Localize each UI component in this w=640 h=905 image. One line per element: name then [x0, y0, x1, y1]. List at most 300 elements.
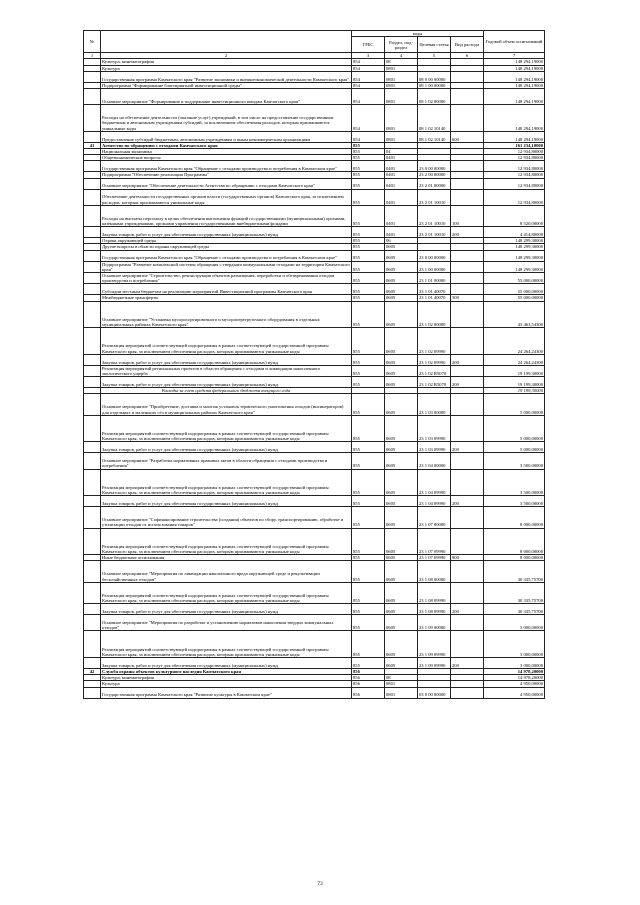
row-sum: 30 335,75700 [484, 604, 545, 615]
row-number [84, 582, 101, 603]
row-grbs: 855 [352, 453, 385, 469]
row-name: Другие вопросы в области охраны окружающей среды [101, 244, 352, 250]
row-expense-type [451, 528, 484, 555]
row-sum: 148 294,19000 [484, 65, 545, 71]
row-grbs: 855 [352, 295, 385, 301]
row-expense-type: 600 [451, 131, 484, 142]
row-rzpr: 0401 [385, 172, 418, 178]
row-expense-type: 200 [451, 496, 484, 507]
row-rzpr: 06 [385, 238, 418, 244]
row-name: Реализация мероприятий соответствующей подпрограммы в рамках соответствующей государственной программы Камчатского края, за исключением обеспечения расходов, которым присваиваются уникальные коды [101, 469, 352, 496]
row-target-article: 23 1 08 09990 [418, 604, 451, 615]
row-rzpr: 04 [385, 149, 418, 155]
row-name: Закупка товаров, работ и услуг для обеспечения государственных (муниципальных) нужд [101, 354, 352, 365]
row-sum: 30 335,75700 [484, 582, 545, 603]
row-number: 42 [84, 668, 101, 674]
index-cell: 4 [385, 53, 418, 59]
row-name: Предоставление субсидий бюджетным, автономным учреждениям и иным некоммерческим организациям [101, 131, 352, 142]
row-sum: 19 199,30000 [484, 377, 545, 388]
row-sum: 14 978,20000 [484, 675, 545, 681]
row-target-article: 08 0 00 00000 [418, 71, 451, 82]
row-name: Основное мероприятие "Формирование и поддержание инвестиционного имиджа Камчатского края" [101, 89, 352, 105]
row-expense-type [451, 273, 484, 284]
row-grbs: 856 [352, 668, 385, 674]
row-expense-type [451, 469, 484, 496]
row-number [84, 131, 101, 142]
row-grbs: 855 [352, 205, 385, 226]
row-rzpr: 0801 [385, 131, 418, 142]
row-target-article: 23 1 09 09990 [418, 657, 451, 668]
row-rzpr: 0401 [385, 189, 418, 205]
row-expense-type: 200 [451, 377, 484, 388]
table-row [84, 205, 545, 226]
row-name: Реализация мероприятий соответствующей подпрограммы в рамках соответствующей государственной программы Камчатского края, за исключением обеспечения расходов, которым присваиваются уникальные коды [101, 415, 352, 442]
row-rzpr: 0605 [385, 582, 418, 603]
row-grbs: 855 [352, 555, 385, 561]
row-number [84, 261, 101, 272]
header-vr: Вид расхода [451, 37, 484, 53]
row-name: Национальная экономика [101, 149, 352, 155]
row-target-article: 23 1 01 40070 [418, 295, 451, 301]
row-name: Расходы за счет средств федерального бюджета текущего года [101, 388, 352, 394]
row-name: Основное мероприятие "Софинансирование строительства (создания) объектов по сбору, транспортированию, обработке и утилизации отходов от использования товаров" [101, 507, 352, 528]
row-grbs: 856 [352, 681, 385, 687]
row-grbs: 855 [352, 161, 385, 172]
row-sum: 8 000,00000 [484, 528, 545, 555]
row-sum: 148 299,30000 [484, 250, 545, 261]
row-number [84, 205, 101, 226]
row-rzpr: 0605 [385, 561, 418, 582]
row-rzpr: 0801 [385, 82, 418, 88]
row-name: Реализация мероприятий региональных проектов в области обращения с отходами и ликвидации накопленного экологического ущерба [101, 365, 352, 376]
row-name: Закупка товаров, работ и услуг для обеспечения государственных (муниципальных) нужд [101, 657, 352, 668]
row-rzpr: 0801 [385, 105, 418, 132]
row-sum: 148 294,19000 [484, 131, 545, 142]
row-sum: 8 000,00000 [484, 555, 545, 561]
row-grbs: 855 [352, 394, 385, 415]
row-grbs: 855 [352, 377, 385, 388]
row-sum: 12 934,80000 [484, 161, 545, 172]
row-rzpr: 0605 [385, 615, 418, 631]
row-rzpr: 0401 [385, 178, 418, 189]
row-target-article: 23 1 09 09990 [418, 631, 451, 658]
row-sum: 12 934,80000 [484, 149, 545, 155]
row-expense-type [451, 615, 484, 631]
row-sum: 5 000,00000 [484, 442, 545, 453]
row-name: Основное мероприятие "Обеспечение деятельности Агентства по обращению с отходами Камчатского края" [101, 178, 352, 189]
row-grbs: 855 [352, 469, 385, 496]
row-rzpr: 0401 [385, 161, 418, 172]
row-name: Основное мероприятие "Разработка нормативных правовых актов в области обращения с отходами производства и потребления" [101, 453, 352, 469]
row-number [84, 615, 101, 631]
row-grbs: 855 [352, 244, 385, 250]
row-rzpr: 0605 [385, 394, 418, 415]
row-expense-type [451, 394, 484, 415]
row-grbs: 855 [352, 149, 385, 155]
row-number: 41 [84, 142, 101, 148]
row-grbs: 855 [352, 442, 385, 453]
row-expense-type [451, 301, 484, 328]
row-number [84, 442, 101, 453]
row-name: Служба охраны объектов культурного наследия Камчатского края [101, 668, 352, 674]
row-target-article: 23 0 00 00000 [418, 250, 451, 261]
row-target-article: 23 1 08 09990 [418, 582, 451, 603]
row-rzpr: 0605 [385, 496, 418, 507]
row-sum: 148 299,30000 [484, 244, 545, 250]
row-sum: 19 199,30000 [484, 388, 545, 394]
row-grbs: 854 [352, 131, 385, 142]
row-expense-type [451, 453, 484, 469]
table-row [84, 71, 545, 82]
row-rzpr: 0605 [385, 528, 418, 555]
row-rzpr: 0801 [385, 71, 418, 82]
row-expense-type: 100 [451, 205, 484, 226]
row-rzpr: 0605 [385, 442, 418, 453]
budget-table [83, 30, 545, 699]
row-name: Реализация мероприятий соответствующей подпрограммы в рамках соответствующей государственной программы Камчатского края, за исключением обеспечения расходов, которым присваиваются уникальные коды [101, 528, 352, 555]
row-name: Основное мероприятие "Мероприятия по ликвидации накопленного вреда окружающей среде и рекультивации бесхозяйственных отходов" [101, 561, 352, 582]
row-grbs: 856 [352, 675, 385, 681]
row-grbs: 855 [352, 528, 385, 555]
row-sum: 5 000,00000 [484, 415, 545, 442]
row-number [84, 687, 101, 698]
row-target-article: 23 1 04 09990 [418, 496, 451, 507]
row-rzpr: 0401 [385, 205, 418, 226]
table-row [84, 582, 545, 603]
row-rzpr: 08 [385, 675, 418, 681]
row-grbs: 854 [352, 59, 385, 65]
index-cell: 5 [418, 53, 451, 59]
row-number [84, 469, 101, 496]
table-row [84, 507, 545, 528]
row-expense-type: 200 [451, 657, 484, 668]
header-rzpr: Раздел, под-раздел [385, 37, 418, 53]
row-rzpr: 0401 [385, 227, 418, 238]
table-row [84, 189, 545, 205]
table-row [84, 631, 545, 658]
row-name: Культура, кинематография [101, 675, 352, 681]
row-number [84, 528, 101, 555]
row-sum: 19 199,30000 [484, 365, 545, 376]
row-name: Подпрограмма "Развитие комплексной системы обращения с твердыми коммунальными отходами на территории Камчатского края" [102, 261, 350, 272]
row-target-article: 23 1 03 09990 [418, 415, 451, 442]
row-name: Закупка товаров, работ и услуг для обеспечения государственных (муниципальных) нужд [101, 442, 352, 453]
row-target-article: 23 2 01 10010 [418, 227, 451, 238]
row-number [84, 178, 101, 189]
row-sum: 4 950,00000 [484, 687, 545, 698]
row-name: Расходы на выплаты персоналу в целях обеспечения выполнения функций государственными (муниципальными) органами, казенными учреждениями, органами управления государственными внебюджетными фондами [101, 205, 352, 226]
row-name: Государственная программа Камчатского края "Обращение с отходами производства и потребления в Камчатском крае" [101, 161, 352, 172]
row-name: Общеэкономические вопросы [101, 155, 352, 161]
row-name: Культура, кинематография [101, 59, 352, 65]
row-target-article: 23 2 01 10010 [418, 189, 451, 205]
row-target-article: 23 1 03 00000 [418, 394, 451, 415]
row-sum: 4 414,80000 [484, 227, 545, 238]
row-sum: 8 000,00000 [484, 507, 545, 528]
row-name: Иные бюджетные ассигнования [101, 555, 352, 561]
row-target-article: 23 1 02 00000 [418, 301, 451, 328]
table-row [84, 365, 545, 376]
table-row [84, 394, 545, 415]
table-row [84, 561, 545, 582]
row-target-article: 23 2 00 00000 [418, 172, 451, 178]
row-rzpr: 0605 [385, 244, 418, 250]
row-name: Обеспечение деятельности государственных органов власти (государственных органов) Камчатского края, за исключением расходов, которым присваиваются уникальные коды [101, 189, 352, 205]
row-target-article: 23 1 08 00000 [418, 561, 451, 582]
row-target-article: 08 1 00 00000 [418, 82, 451, 88]
row-grbs: 855 [352, 172, 385, 178]
row-rzpr: 0801 [385, 687, 418, 698]
row-number [84, 604, 101, 615]
table-row [84, 105, 545, 132]
row-number [84, 365, 101, 376]
row-sum: 55 000,00000 [484, 273, 545, 284]
header-grbs: ГРБС [352, 37, 385, 53]
table-row [84, 377, 545, 388]
table-row [84, 496, 545, 507]
row-rzpr: 0605 [385, 631, 418, 658]
row-expense-type [451, 561, 484, 582]
row-sum: 4 950,00000 [484, 681, 545, 687]
row-name: Государственная программа Камчатского края "Развитие экономики и внешнеэкономической деятельности Камчатского края" [101, 71, 352, 82]
row-sum: 3 500,00000 [484, 469, 545, 496]
row-expense-type [451, 71, 484, 82]
index-cell: 2 [101, 53, 352, 59]
row-sum: 12 934,80000 [484, 178, 545, 189]
row-rzpr: 0605 [385, 377, 418, 388]
row-expense-type [451, 507, 484, 528]
row-target-article: 23 1 01 40070 [418, 284, 451, 295]
row-sum: 30 335,75700 [484, 561, 545, 582]
row-number [84, 273, 101, 284]
row-number [84, 453, 101, 469]
row-rzpr: 0605 [385, 555, 418, 561]
header-name [101, 31, 352, 53]
table-row [84, 250, 545, 261]
row-rzpr: 0605 [385, 507, 418, 528]
row-name: Расходы на обеспечение деятельности (оказание услуг) учреждений, в том числе на предоставление государственным бюджетным и автономным учреждениям субсидий, за исключением обеспечения расходов, которым присваиваются уникальные коды [101, 105, 352, 132]
row-grbs: 854 [352, 89, 385, 105]
table-row [84, 227, 545, 238]
row-sum: 148 294,19000 [484, 105, 545, 132]
row-sum: 8 520,00000 [484, 205, 545, 226]
row-number [84, 284, 101, 295]
row-grbs: 855 [352, 301, 385, 328]
row-grbs: 855 [352, 238, 385, 244]
table-row [84, 453, 545, 469]
row-number [84, 301, 101, 328]
row-name: Закупка товаров, работ и услуг для обеспечения государственных (муниципальных) нужд [101, 377, 352, 388]
row-sum: 148 294,19000 [484, 82, 545, 88]
row-expense-type: 200 [451, 227, 484, 238]
row-number [84, 631, 101, 658]
table-body [84, 59, 545, 698]
row-grbs: 855 [352, 273, 385, 284]
row-sum: 161 234,10000 [484, 142, 545, 148]
row-grbs: 854 [352, 82, 385, 88]
row-sum: 5 000,00000 [484, 394, 545, 415]
row-number [84, 354, 101, 365]
row-target-article: 23 2 01 10010 [418, 205, 451, 226]
row-rzpr: 0605 [385, 604, 418, 615]
row-name: Охрана окружающей среды [101, 238, 352, 244]
row-name: Реализация мероприятий соответствующей подпрограммы в рамках соответствующей государственной программы Камчатского края, за исключением обеспечения расходов, которым присваиваются уникальные коды [101, 631, 352, 658]
row-target-article: 08 1 02 00000 [418, 89, 451, 105]
row-rzpr: 0605 [385, 250, 418, 261]
row-sum: 148 299,30000 [484, 238, 545, 244]
table-row [84, 131, 545, 142]
row-rzpr: 0605 [385, 469, 418, 496]
row-target-article: 23 1 01 00000 [418, 273, 451, 284]
row-expense-type [451, 178, 484, 189]
row-rzpr: 0605 [385, 365, 418, 376]
row-name: Государственная программа Камчатского края "Обращение с отходами производства и потребления в Камчатском крае" [101, 250, 352, 261]
row-number [84, 561, 101, 582]
row-target-article: 23 1 00 00000 [418, 261, 451, 272]
index-cell: 6 [451, 53, 484, 59]
row-grbs: 855 [352, 142, 385, 148]
row-name: Закупка товаров, работ и услуг для обеспечения государственных (муниципальных) нужд [101, 496, 352, 507]
row-grbs: 855 [352, 328, 385, 355]
row-number [84, 161, 101, 172]
row-rzpr: 0801 [385, 65, 418, 71]
row-name: Культура [101, 65, 352, 71]
table-row [84, 301, 545, 328]
row-grbs: 855 [352, 507, 385, 528]
table-row [84, 328, 545, 355]
table-row [84, 528, 545, 555]
row-name: Закупка товаров, работ и услуг для обеспечения государственных (муниципальных) нужд [101, 227, 352, 238]
row-grbs: 855 [352, 561, 385, 582]
row-expense-type [451, 261, 484, 272]
row-target-article: 23 1 07 09990 [418, 528, 451, 555]
row-grbs: 855 [352, 582, 385, 603]
row-target-article: 23 1 02 R5070 [418, 377, 451, 388]
row-sum: 14 978,20000 [484, 668, 545, 674]
row-number [84, 227, 101, 238]
row-rzpr: 0605 [385, 301, 418, 328]
row-target-article: 23 1 07 00000 [418, 507, 451, 528]
row-sum: 24 264,24300 [484, 328, 545, 355]
row-expense-type: 200 [451, 604, 484, 615]
row-expense-type [451, 284, 484, 295]
budget-page [83, 30, 545, 699]
row-expense-type [451, 687, 484, 698]
row-expense-type [451, 105, 484, 132]
row-grbs: 855 [352, 631, 385, 658]
row-name: Реализация мероприятий соответствующей подпрограммы в рамках соответствующей государственной программы Камчатского края, за исключением обеспечения расходов, которым присваиваются уникальные коды [101, 328, 352, 355]
row-grbs: 855 [352, 155, 385, 161]
row-target-article: 23 1 04 00000 [418, 453, 451, 469]
row-number [84, 71, 101, 82]
row-rzpr: 0605 [385, 657, 418, 668]
row-name: Подпрограмма "Формирование благоприятной инвестиционной среды" [101, 82, 352, 88]
row-sum: 3 500,00000 [484, 496, 545, 507]
row-target-article: 23 1 02 09990 [418, 328, 451, 355]
row-name: Основное мероприятие "Строительство, реконструкция объектов размещения, переработки и обезвреживания отходов производства и потребления" [101, 273, 352, 284]
row-name: Агентство по обращению с отходами Камчатского края [101, 142, 352, 148]
row-expense-type [451, 415, 484, 442]
row-target-article: 23 0 00 00000 [418, 161, 451, 172]
row-grbs: 855 [352, 284, 385, 295]
row-sum: 12 934,80000 [484, 172, 545, 178]
row-number [84, 507, 101, 528]
row-sum: 43 463,54300 [484, 301, 545, 328]
row-grbs: 855 [352, 261, 385, 272]
row-sum: 24 264,24300 [484, 354, 545, 365]
row-grbs: 855 [352, 365, 385, 376]
index-cell: 1 [84, 53, 101, 59]
table-row [84, 178, 545, 189]
row-rzpr: 0401 [385, 155, 418, 161]
row-sum: 148 294,19000 [484, 71, 545, 82]
row-name: Подпрограмма "Обеспечение реализации Программы" [101, 172, 352, 178]
row-target-article: 23 1 07 09990 [418, 555, 451, 561]
row-sum: 3 000,00000 [484, 615, 545, 631]
row-rzpr: 0605 [385, 273, 418, 284]
table-row [84, 273, 545, 284]
table-row [84, 261, 545, 272]
row-name: Культура [101, 681, 352, 687]
row-number [84, 189, 101, 205]
row-number [84, 496, 101, 507]
row-expense-type [451, 328, 484, 355]
row-expense-type: 500 [451, 295, 484, 301]
index-cell: 7 [484, 53, 545, 59]
row-expense-type [451, 161, 484, 172]
row-number [84, 105, 101, 132]
table-row [84, 284, 545, 295]
row-target-article: 23 2 01 00000 [418, 178, 451, 189]
row-number [84, 377, 101, 388]
row-rzpr: 0605 [385, 415, 418, 442]
row-grbs: 855 [352, 250, 385, 261]
row-expense-type [451, 89, 484, 105]
row-sum: 148 294,19000 [484, 89, 545, 105]
row-number [84, 657, 101, 668]
row-grbs: 855 [352, 354, 385, 365]
row-expense-type [451, 365, 484, 376]
table-row [84, 442, 545, 453]
row-sum: 148 299,30000 [484, 261, 545, 272]
row-target-article: 03 0 00 00000 [418, 687, 451, 698]
row-name: Основное мероприятие "Мероприятия по разработке и установлению нормативов накопления твердых коммунальных отходов" [101, 615, 352, 631]
row-rzpr: 08 [385, 59, 418, 65]
row-rzpr: 0605 [385, 295, 418, 301]
row-name: Государственная программа Камчатского края "Развитие культуры в Камчатском крае" [101, 687, 352, 698]
header-codes: коды [352, 31, 484, 37]
row-grbs: 854 [352, 65, 385, 71]
index-cell: 3 [352, 53, 385, 59]
row-number [84, 415, 101, 442]
row-sum: 12 934,80000 [484, 155, 545, 161]
row-rzpr: 0605 [385, 328, 418, 355]
row-sum: 12 934,80000 [484, 189, 545, 205]
row-target-article: 23 1 02 R5070 [418, 365, 451, 376]
row-grbs: 855 [352, 604, 385, 615]
row-number [84, 89, 101, 105]
row-expense-type [451, 250, 484, 261]
page-number: 73 [317, 881, 323, 887]
row-grbs: 854 [352, 71, 385, 82]
row-expense-type [451, 631, 484, 658]
row-target-article: 23 1 09 00000 [418, 615, 451, 631]
row-grbs: 855 [352, 496, 385, 507]
row-target-article: 08 1 02 10140 [418, 105, 451, 132]
row-number [84, 250, 101, 261]
table-row [84, 89, 545, 105]
row-sum: 3 500,00000 [484, 453, 545, 469]
